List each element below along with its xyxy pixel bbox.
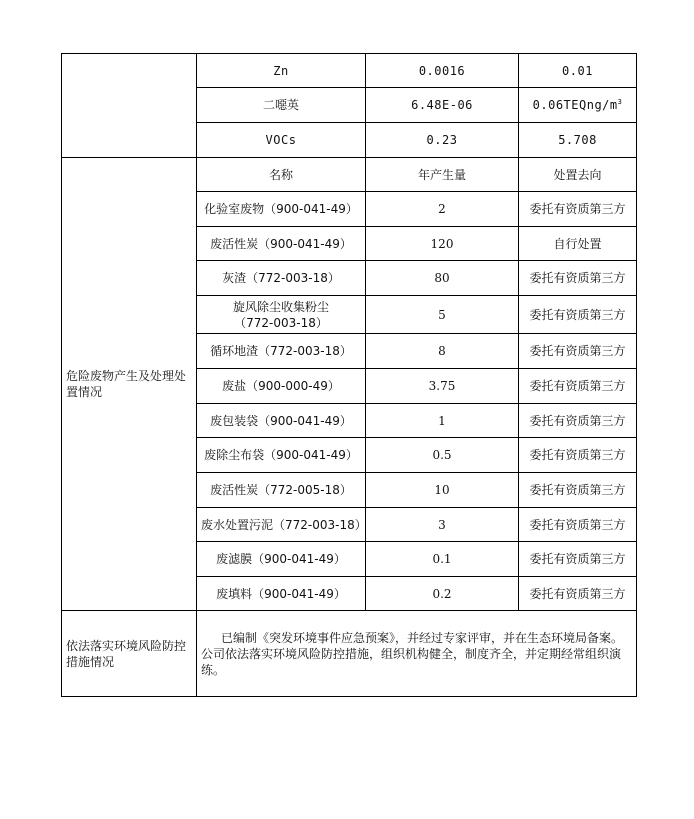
emission-limit: 5.708 — [519, 123, 637, 158]
pollutant-name: VOCs — [197, 123, 366, 158]
waste-name: 废盐（900-000-49） — [197, 369, 366, 404]
emission-limit: 0.01 — [519, 54, 637, 88]
emission-limit — [519, 88, 637, 123]
waste-amount: 0.1 — [366, 542, 519, 577]
limit-text: 0.06TEQng/m — [532, 98, 618, 112]
waste-disposal: 委托有资质第三方 — [519, 542, 637, 577]
waste-disposal: 自行处置 — [519, 227, 637, 261]
waste-amount: 0.5 — [366, 438, 519, 473]
waste-amount: 0.2 — [366, 577, 519, 611]
waste-name — [197, 296, 366, 334]
emission-row — [62, 54, 637, 88]
waste-name-line1: 旋风除尘收集粉尘 — [232, 299, 329, 314]
hazardous-header-row — [62, 158, 637, 192]
waste-name: 化验室废物（900-041-49） — [197, 192, 366, 227]
waste-amount: 10 — [366, 473, 519, 508]
waste-disposal: 委托有资质第三方 — [519, 473, 637, 508]
header-name: 名称 — [197, 158, 366, 192]
emission-value: 0.0016 — [366, 54, 519, 88]
risk-row — [62, 611, 637, 697]
waste-disposal: 委托有资质第三方 — [519, 438, 637, 473]
waste-name: 废滤膜（900-041-49） — [197, 542, 366, 577]
waste-disposal: 委托有资质第三方 — [519, 577, 637, 611]
waste-name: 废填料（900-041-49） — [197, 577, 366, 611]
waste-disposal: 委托有资质第三方 — [519, 261, 637, 296]
hazardous-section-label: 危险废物产生及处理处置情况 — [62, 158, 197, 611]
waste-disposal: 委托有资质第三方 — [519, 404, 637, 438]
waste-amount: 80 — [366, 261, 519, 296]
waste-disposal: 委托有资质第三方 — [519, 192, 637, 227]
waste-disposal: 委托有资质第三方 — [519, 334, 637, 369]
waste-name: 废活性炭（900-041-49） — [197, 227, 366, 261]
waste-name: 废活性炭（772-005-18） — [197, 473, 366, 508]
risk-section-label: 依法落实环境风险防控措施情况 — [62, 611, 197, 697]
waste-name: 循环地渣（772-003-18） — [197, 334, 366, 369]
waste-name-line2: （772-003-18） — [234, 315, 328, 330]
waste-name: 灰渣（772-003-18） — [197, 261, 366, 296]
report-table — [61, 53, 637, 697]
pollutant-name: 二噁英 — [197, 88, 366, 123]
waste-name: 废包装袋（900-041-49） — [197, 404, 366, 438]
waste-disposal: 委托有资质第三方 — [519, 369, 637, 404]
waste-name: 废除尘布袋（900-041-49） — [197, 438, 366, 473]
waste-amount: 5 — [366, 296, 519, 334]
header-amount: 年产生量 — [366, 158, 519, 192]
waste-amount: 120 — [366, 227, 519, 261]
header-disposal: 处置去向 — [519, 158, 637, 192]
waste-amount: 3.75 — [366, 369, 519, 404]
waste-disposal: 委托有资质第三方 — [519, 508, 637, 542]
emission-value: 0.23 — [366, 123, 519, 158]
limit-superscript: 3 — [617, 98, 623, 106]
waste-amount: 2 — [366, 192, 519, 227]
pollutant-name: Zn — [197, 54, 366, 88]
risk-description — [197, 611, 637, 697]
emission-section-label — [62, 54, 197, 158]
waste-amount: 8 — [366, 334, 519, 369]
waste-name: 废水处置污泥（772-003-18） — [197, 508, 366, 542]
waste-amount: 3 — [366, 508, 519, 542]
waste-amount: 1 — [366, 404, 519, 438]
waste-disposal: 委托有资质第三方 — [519, 296, 637, 334]
risk-text: 已编制《突发环境事件应急预案》，并经过专家评审，并在生态环境局备案。公司依法落实环境风险防控措施，组织机构健全，制度齐全，并定期经常组织演练。 — [201, 630, 624, 677]
emission-value: 6.48E-06 — [366, 88, 519, 123]
